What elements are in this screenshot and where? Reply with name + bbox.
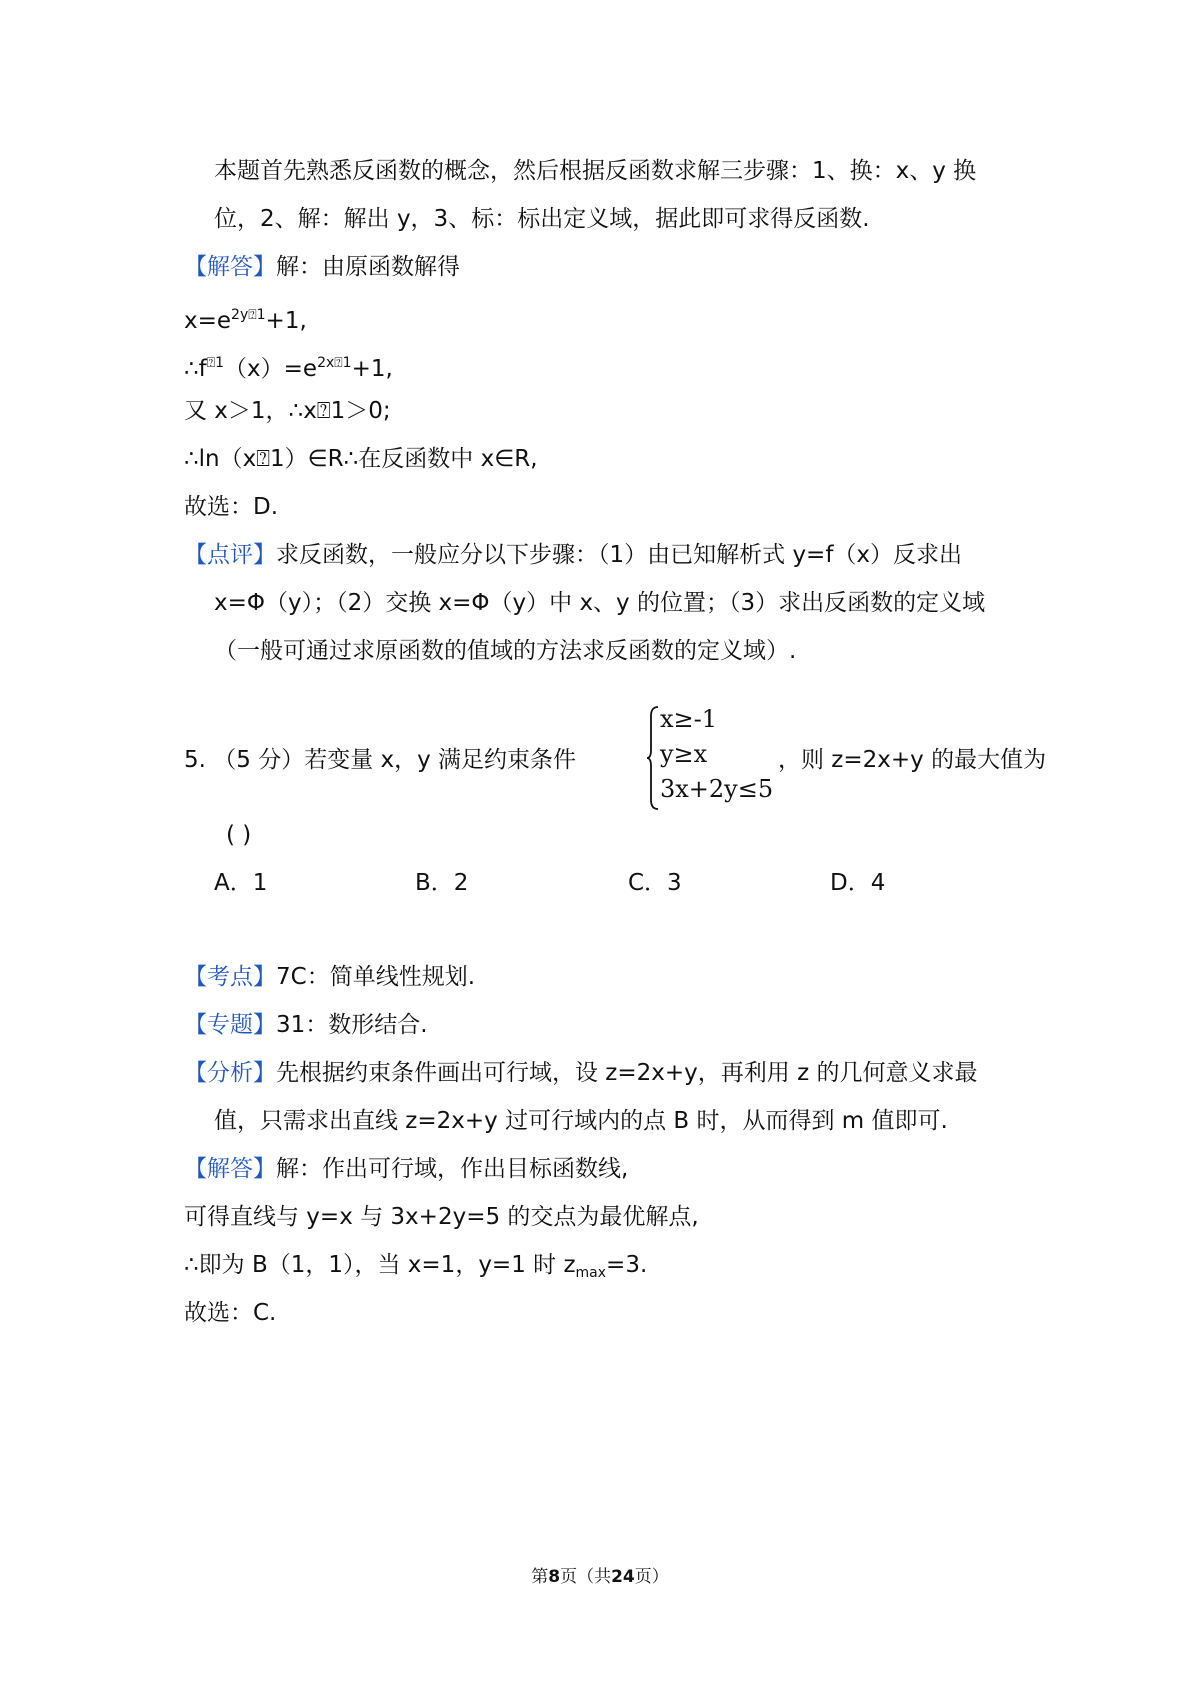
q5-line3-main: ∴即为 B（1，1），当 x=1，y=1 时 z: [184, 1252, 576, 1278]
zhuanti-tag: 【专题】: [184, 1012, 276, 1038]
q5-kaodian: [184, 962, 475, 992]
q5-stem-right: ，则 z=2x+y 的最大值为: [778, 747, 1047, 773]
q4-solution-header: [184, 252, 460, 282]
q5-solution-line-2: 可得直线与 y=x 与 3x+2y=5 的交点为最优解点,: [184, 1204, 699, 1230]
q4-answer: 故选：D.: [184, 494, 279, 520]
q5-solution-line-3: [184, 1250, 647, 1288]
zmax-subscript: max: [575, 1265, 607, 1281]
eq2-inverse-sup: ⍰1: [206, 355, 225, 371]
q4-line-3: 又 x＞1，∴x⍰1＞0;: [184, 398, 391, 424]
solution-text: 解：由原函数解得: [276, 254, 460, 280]
q5-line3-tail: =3.: [606, 1252, 648, 1278]
eq1-base: x=e: [184, 308, 232, 334]
q5-zhuanti: [184, 1010, 428, 1040]
comment-tag: 【点评】: [184, 542, 276, 568]
eq2-tail: +1,: [351, 356, 393, 382]
left-brace-icon: [646, 706, 660, 810]
q5-stem-left: 5. （5 分）若变量 x，y 满足约束条件: [184, 747, 577, 773]
q5-fenxi-line-1: [184, 1058, 977, 1088]
kaodian-tag: 【考点】: [184, 964, 276, 990]
eq2-base: ∴f: [184, 356, 207, 382]
footer-post: 页）: [634, 1567, 669, 1587]
eq2-exponent: 2x⍰1: [317, 355, 352, 371]
constraint-2: y≥x: [660, 740, 708, 768]
constraint-3: 3x+2y≤5: [660, 775, 774, 803]
q5-answer: 故选：C.: [184, 1300, 277, 1326]
q4-comment-line-2: x=Φ（y）；（2）交换 x=Φ（y）中 x、y 的位置；（3）求出反函数的定义域: [214, 590, 986, 616]
comment-text-1: 求反函数，一般应分以下步骤：（1）由已知解析式 y=f（x）反求出: [276, 542, 963, 568]
q5-answer-blank: ( ): [226, 822, 252, 848]
option-d: D．4: [830, 870, 886, 896]
q4-comment-line-1: [184, 540, 962, 570]
page-footer: [0, 1562, 1200, 1587]
fenxi-text-1: 先根据约束条件画出可行域，设 z=2x+y，再利用 z 的几何意义求最: [276, 1060, 978, 1086]
option-a: A．1: [214, 870, 268, 896]
q5-solution-line-1: [184, 1154, 628, 1184]
fenxi-tag: 【分析】: [184, 1060, 276, 1086]
q4-equation-1: [184, 300, 307, 336]
footer-pre: 第: [531, 1567, 549, 1587]
q5-solution-tag: 【解答】: [184, 1156, 276, 1182]
total-pages: 24: [611, 1567, 635, 1587]
eq1-exponent: 2y⍰1: [231, 307, 266, 323]
q4-equation-2: [184, 348, 393, 384]
q4-line-4: ∴ln（x⍰1）∈R∴在反函数中 x∈R,: [184, 446, 538, 472]
kaodian-text: 7C：简单线性规划.: [276, 964, 476, 990]
solution-tag: 【解答】: [184, 254, 276, 280]
analysis-intro-line-1: 本题首先熟悉反函数的概念，然后根据反函数求解三步骤：1、换：x、y 换: [214, 158, 977, 184]
page-number: 8: [548, 1567, 561, 1587]
analysis-intro-line-2: 位，2、解：解出 y，3、标：标出定义域，据此即可求得反函数.: [214, 206, 870, 232]
footer-mid: 页（共: [560, 1567, 612, 1587]
q4-comment-line-3: （一般可通过求原函数的值域的方法求反函数的定义域）.: [214, 638, 797, 664]
eq2-mid: （x）=e: [224, 356, 318, 382]
option-c: C．3: [628, 870, 682, 896]
q5-fenxi-line-2: 值，只需求出直线 z=2x+y 过可行域内的点 B 时，从而得到 m 值即可.: [214, 1108, 948, 1134]
constraint-1: x≥-1: [660, 705, 718, 733]
option-b: B．2: [415, 870, 469, 896]
eq1-tail: +1,: [265, 308, 307, 334]
q5-solution-text-1: 解：作出可行域，作出目标函数线,: [276, 1156, 629, 1182]
zhuanti-text: 31：数形结合.: [276, 1012, 428, 1038]
